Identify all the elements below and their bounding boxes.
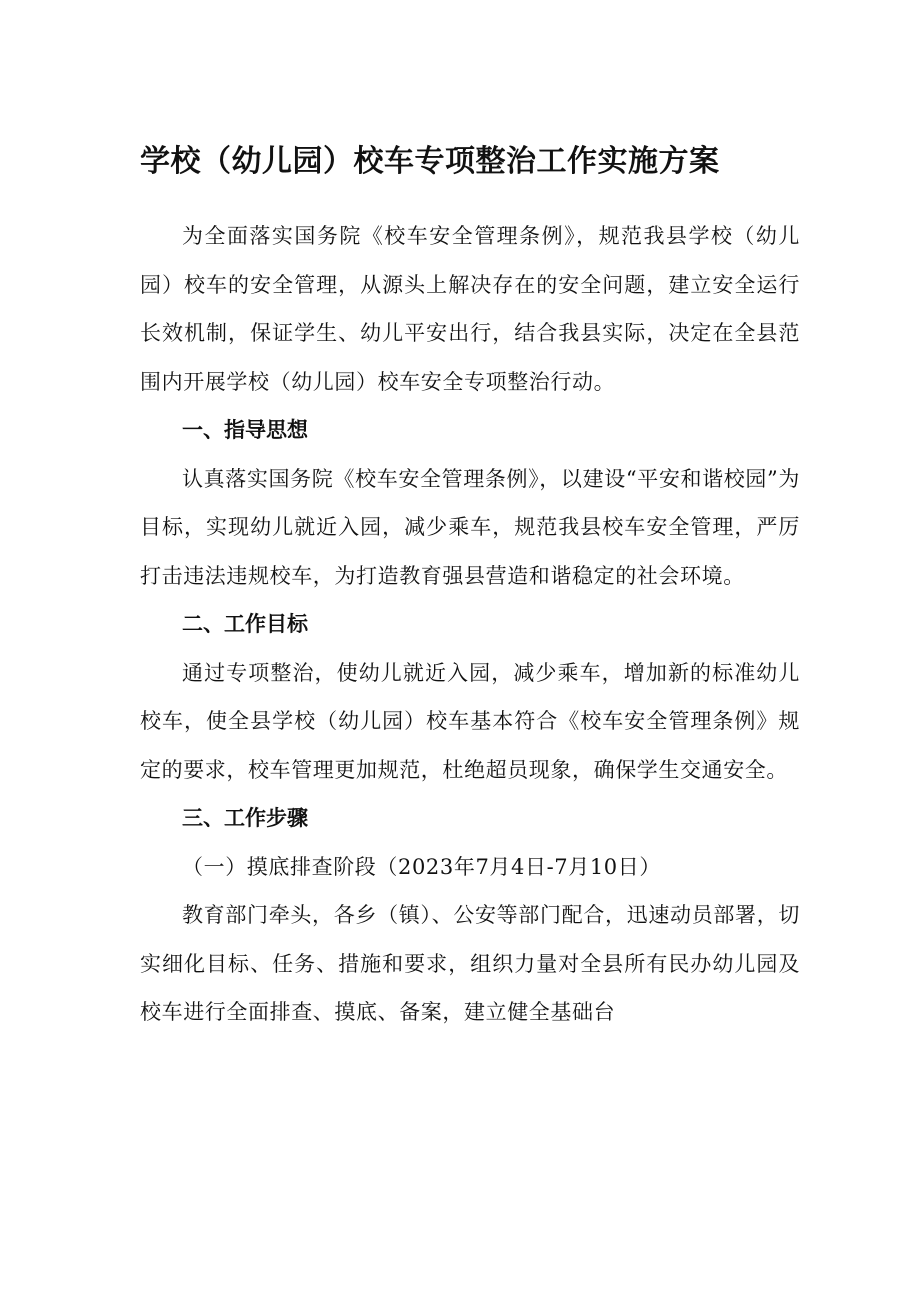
- section-work-goals: [140, 600, 800, 794]
- section-work-steps: [140, 794, 800, 1037]
- section-paragraph: 通过专项整治，使幼儿就近入园，减少乘车，增加新的标准幼儿校车，使全县学校（幼儿园）校车基本符合《校车安全管理条例》规定的要求，校车管理更加规范，杜绝超员现象，确保学生交通安全。: [140, 660, 800, 782]
- document-title: 学校（幼儿园）校车专项整治工作实施方案: [140, 144, 720, 179]
- section-heading: 二、工作目标: [182, 612, 308, 636]
- section-paragraph: 认真落实国务院《校车安全管理条例》，以建设“平安和谐校园”为目标，实现幼儿就近入园，减少乘车，规范我县校车安全管理，严厉打击违法违规校车，为打造教育强县营造和谐稳定的社会环境。: [140, 466, 800, 588]
- section-heading: 一、指导思想: [182, 418, 308, 442]
- section-guiding-ideology: [140, 406, 800, 600]
- section-heading: 三、工作步骤: [182, 806, 308, 830]
- intro-paragraph: 为全面落实国务院《校车安全管理条例》，规范我县学校（幼儿园）校车的安全管理，从源头上解决存在的安全问题，建立安全运行长效机制，保证学生、幼儿平安出行，结合我县实际，决定在全县范围内开展学校（幼儿园）校车安全专项整治行动。: [140, 224, 800, 394]
- section-paragraph: 教育部门牵头，各乡（镇）、公安等部门配合，迅速动员部署，切实细化目标、任务、措施和要求，组织力量对全县所有民办幼儿园及校车进行全面排查、摸底、备案，建立健全基础台: [140, 903, 800, 1024]
- section-subheading: （一）摸底排查阶段（2023年7月4日-7月10日）: [182, 854, 661, 879]
- document-body: [140, 212, 800, 1037]
